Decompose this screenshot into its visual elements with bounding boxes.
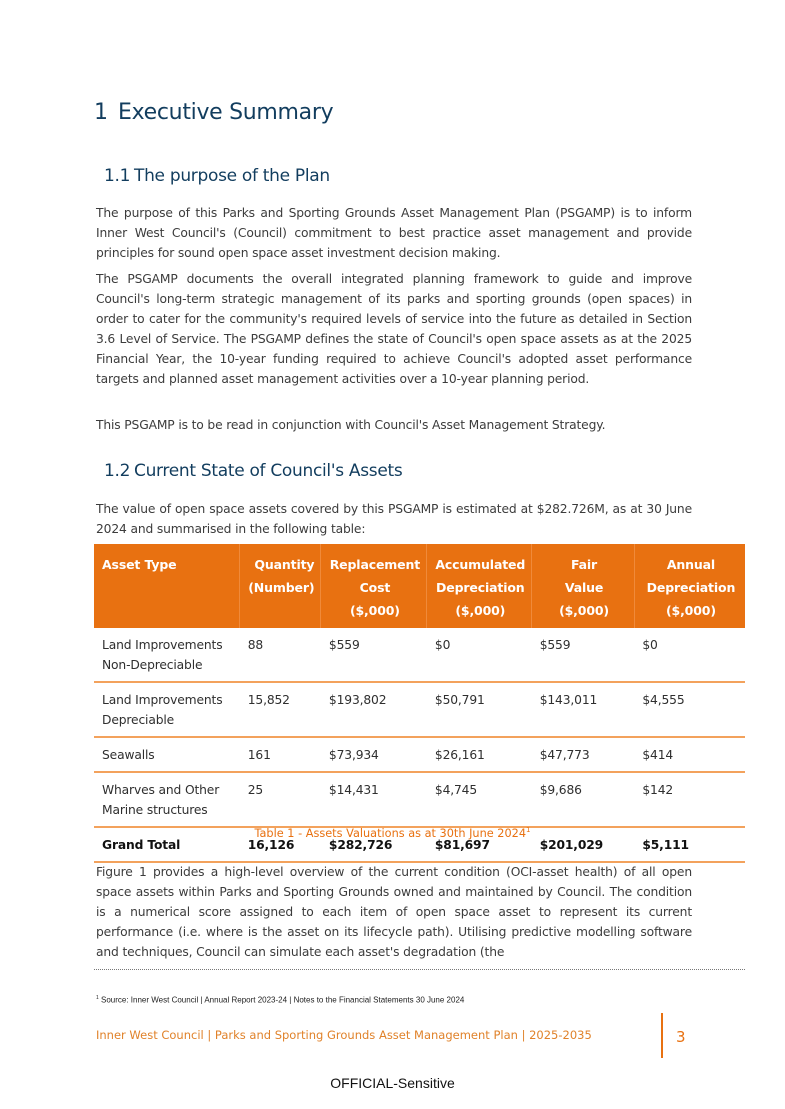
- footnote: [96, 995, 464, 1005]
- section-heading-1-2: [104, 461, 402, 481]
- section-heading-1: [94, 100, 333, 125]
- heading-number: 1: [94, 100, 108, 125]
- cell-accumulated-depreciation: $50,791: [427, 682, 532, 737]
- purpose-paragraph-1: The purpose of this Parks and Sporting Grounds Asset Management Plan (PSGAMP) is to inform Inner West Council's (Council) commitment to best practice asset management and provide principles for sound open space asset investment decision making.: [96, 206, 692, 260]
- table-row: [94, 628, 745, 682]
- cell-total-quantity: 16,126: [240, 827, 321, 862]
- section-heading-1-1: [104, 166, 330, 186]
- page-footer-title: Inner West Council | Parks and Sporting Grounds Asset Management Plan | 2025-2035: [96, 1028, 592, 1042]
- cell-replacement-cost: $559: [321, 628, 427, 682]
- table-caption: Table 1 - Assets Valuations as at 30th June 2024$^1$: [254, 826, 531, 840]
- cell-asset-type: Land Improvements Depreciable: [94, 682, 240, 737]
- cell-annual-depreciation: $414: [634, 737, 745, 772]
- cell-total-annual-depreciation: $5,111: [634, 827, 745, 862]
- footer-divider: [661, 1013, 663, 1058]
- header-annual-depreciation: Annual Depreciation ($,000): [634, 544, 745, 628]
- heading-title: Executive Summary: [118, 100, 334, 125]
- cell-total-label: Grand Total: [94, 827, 240, 862]
- table-header-row: [94, 544, 745, 628]
- cell-accumulated-depreciation: $0: [427, 628, 532, 682]
- cell-total-fair-value: $201,029: [532, 827, 635, 862]
- table-row: [94, 682, 745, 737]
- asset-valuation-table: [94, 544, 745, 863]
- header-replacement-cost: Replacement Cost ($,000): [321, 544, 427, 628]
- condition-paragraph: Figure 1 provides a high-level overview of the current condition (OCI-asset health) of all open space assets within Parks and Sporting Grounds owned and maintained by Council. The condition is a numerical score assigned to each item of open space asset to represent its current performance (i.e. where is the asset on its lifecycle path). Utilising predictive modelling software and techniques, Council can simulate each asset's degradation (the: [96, 865, 692, 959]
- cell-total-accumulated-depreciation: $81,697: [427, 827, 532, 862]
- footnote-marker: 1: [96, 995, 99, 1001]
- cell-asset-type: Wharves and Other Marine structures: [94, 772, 240, 827]
- footnote-reference[interactable]: 1: [526, 826, 531, 834]
- header-asset-type: Asset Type: [94, 544, 240, 628]
- cell-asset-type: Seawalls: [94, 737, 240, 772]
- page-number: 3: [676, 1028, 686, 1046]
- cell-annual-depreciation: $142: [634, 772, 745, 827]
- cell-quantity: 88: [240, 628, 321, 682]
- cell-total-replacement-cost: $282,726: [321, 827, 427, 862]
- cell-asset-type: Land Improvements Non-Depreciable: [94, 628, 240, 682]
- header-accumulated-depreciation: Accumulated Depreciation ($,000): [427, 544, 532, 628]
- cell-fair-value: $143,011: [532, 682, 635, 737]
- table-row: [94, 737, 745, 772]
- cell-replacement-cost: $73,934: [321, 737, 427, 772]
- cell-replacement-cost: $14,431: [321, 772, 427, 827]
- header-fair-value: Fair Value ($,000): [532, 544, 635, 628]
- cell-annual-depreciation: $4,555: [634, 682, 745, 737]
- cell-accumulated-depreciation: $4,745: [427, 772, 532, 827]
- heading-number: 1.2: [104, 461, 131, 481]
- heading-title: The purpose of the Plan: [134, 166, 330, 186]
- table-row: [94, 772, 745, 827]
- purpose-paragraph-3: This PSGAMP is to be read in conjunction with Council's Asset Management Strategy.: [96, 418, 606, 432]
- cell-replacement-cost: $193,802: [321, 682, 427, 737]
- footnote-text: Source: Inner West Council | Annual Report 2023-24 | Notes to the Financial Statements 30 June 2024: [101, 995, 465, 1005]
- cell-annual-depreciation: $0: [634, 628, 745, 682]
- heading-number: 1.1: [104, 166, 131, 186]
- cell-fair-value: $559: [532, 628, 635, 682]
- cell-quantity: 25: [240, 772, 321, 827]
- footnote-separator: [94, 969, 745, 970]
- cell-accumulated-depreciation: $26,161: [427, 737, 532, 772]
- assets-intro-paragraph: The value of open space assets covered by this PSGAMP is estimated at $282.726M, as at 30 June 2024 and summarised in the following table:: [96, 502, 692, 536]
- classification-label: OFFICIAL-Sensitive: [330, 1075, 455, 1091]
- cell-fair-value: $9,686: [532, 772, 635, 827]
- header-quantity: Quantity (Number): [240, 544, 321, 628]
- cell-fair-value: $47,773: [532, 737, 635, 772]
- cell-quantity: 161: [240, 737, 321, 772]
- heading-title: Current State of Council's Assets: [134, 461, 403, 481]
- cell-quantity: 15,852: [240, 682, 321, 737]
- purpose-paragraph-2: The PSGAMP documents the overall integrated planning framework to guide and improve Council's long-term strategic management of its parks and sporting grounds (open spaces) in order to cater for the community's required levels of service into the future as detailed in Section 3.6 Level of Service. The PSGAMP defines the state of Council's open space assets as at the 2025 Financial Year, the 10-year funding required to achieve Council's adopted asset performance targets and planned asset management activities over a 10-year planning period.: [96, 272, 692, 386]
